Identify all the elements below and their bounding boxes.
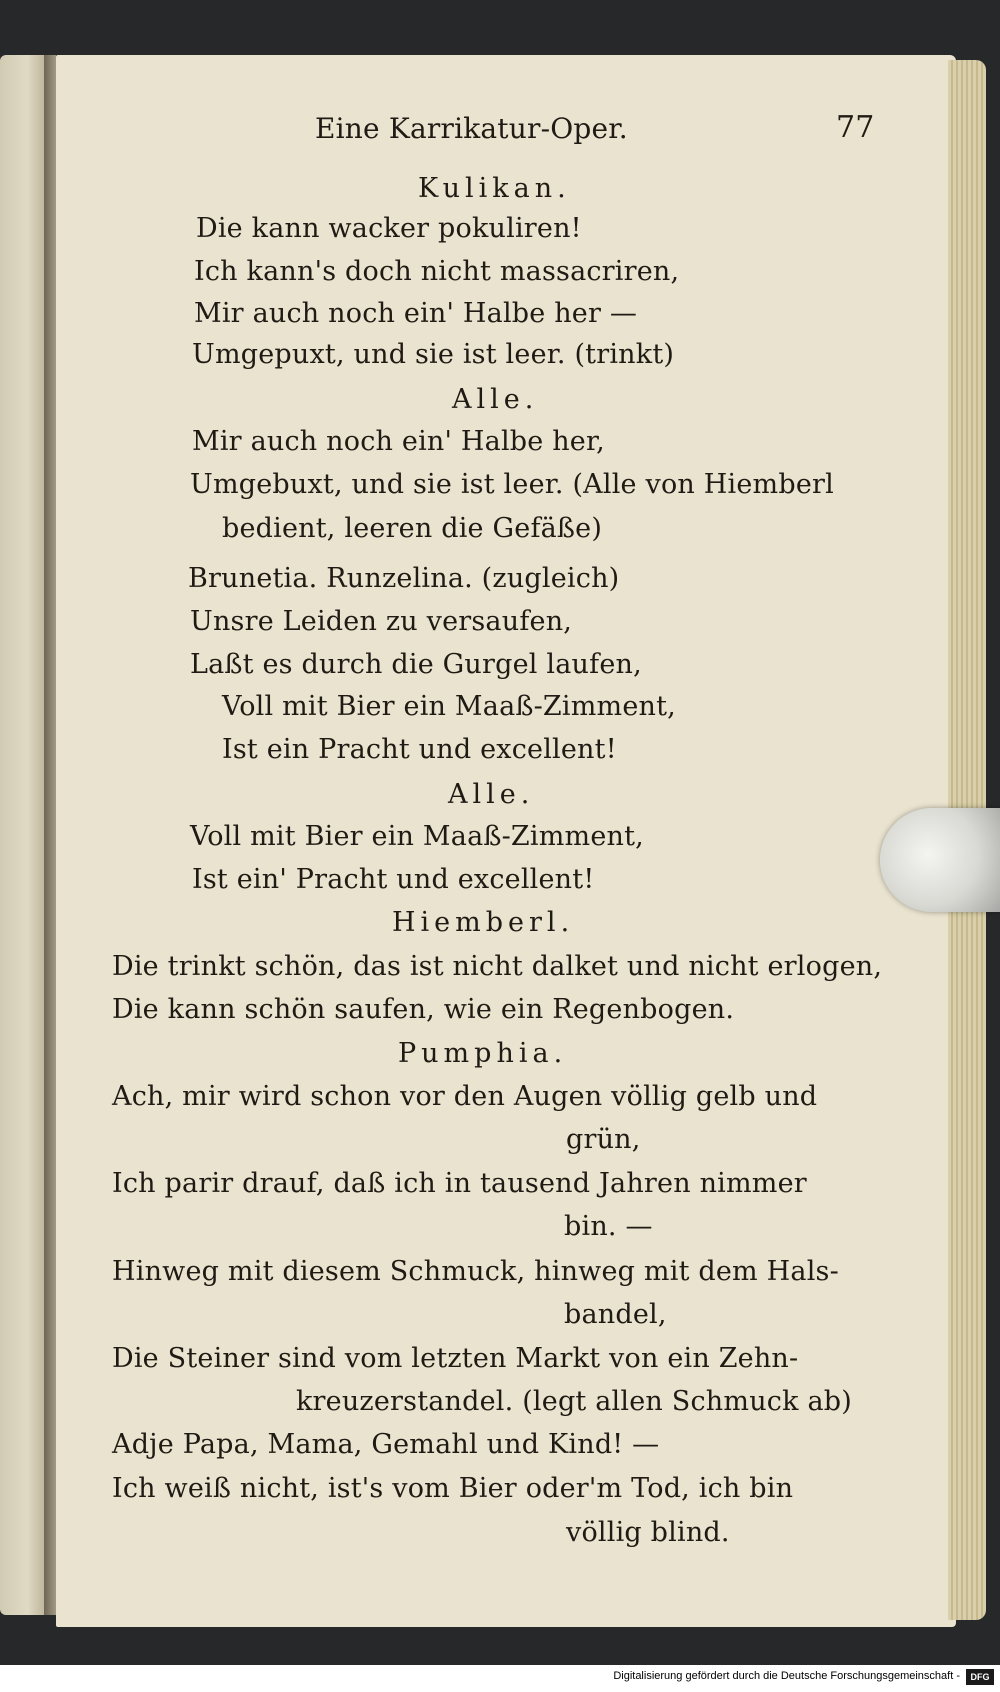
- verse-line-continuation: bandel,: [564, 1299, 667, 1330]
- verse-line: Ich kann's doch nicht massacriren,: [194, 256, 680, 287]
- verse-line: Die kann schön saufen, wie ein Regenbogen.: [112, 994, 735, 1025]
- verse-line: Die kann wacker pokuliren!: [196, 213, 582, 244]
- verse-line: Voll mit Bier ein Maaß-Zimment,: [190, 821, 644, 852]
- dfg-logo: DFG: [966, 1669, 994, 1685]
- speaker-name: Pumphia.: [398, 1038, 568, 1069]
- verse-line: Voll mit Bier ein Maaß-Zimment,: [222, 691, 676, 722]
- stage-direction: bedient, leeren die Gefäße): [222, 513, 603, 544]
- speaker-name: Brunetia. Runzelina. (zugleich): [188, 563, 620, 594]
- speaker-name: Kulikan.: [418, 173, 571, 204]
- verse-line: Mir auch noch ein' Halbe her,: [192, 426, 605, 457]
- speaker-name: Alle.: [448, 779, 535, 810]
- verse-line: Die Steiner sind vom letzten Markt von ein Zehn-: [112, 1343, 799, 1374]
- verse-line: Hinweg mit diesem Schmuck, hinweg mit dem Hals-: [112, 1256, 839, 1287]
- verse-line: Die trinkt schön, das ist nicht dalket und nicht erlogen,: [112, 951, 883, 982]
- footer-bar: [0, 1665, 1000, 1692]
- verse-line: Ich weiß nicht, ist's vom Bier oder'm Tod, ich bin: [112, 1473, 794, 1504]
- verse-line: Ich parir drauf, daß ich in tausend Jahren nimmer: [112, 1168, 807, 1199]
- running-title: Eine Karrikatur-Oper.: [315, 112, 628, 145]
- verse-line: Umgebuxt, und sie ist leer. (Alle von Hiemberl: [190, 469, 834, 500]
- verse-line-continuation: völlig blind.: [566, 1517, 730, 1548]
- verse-line: Laßt es durch die Gurgel laufen,: [190, 649, 642, 680]
- speaker-name: Alle.: [452, 384, 539, 415]
- verse-line: Ach, mir wird schon vor den Augen völlig gelb und: [112, 1081, 818, 1112]
- verse-line-continuation: grün,: [566, 1124, 641, 1155]
- verse-line-continuation: bin. —: [564, 1211, 653, 1242]
- verse-line: Adje Papa, Mama, Gemahl und Kind! —: [112, 1429, 660, 1460]
- verse-line: Umgepuxt, und sie ist leer. (trinkt): [192, 339, 675, 370]
- verse-line: Ist ein Pracht und excellent!: [222, 734, 617, 765]
- page-number: 77: [836, 110, 875, 145]
- verse-line: Unsre Leiden zu versaufen,: [190, 606, 573, 637]
- footer-credit: Digitalisierung gefördert durch die Deutsche Forschungsgemeinschaft -: [613, 1670, 960, 1682]
- stage-direction: kreuzerstandel. (legt allen Schmuck ab): [296, 1386, 852, 1417]
- speaker-name: Hiemberl.: [392, 907, 575, 938]
- verse-line: Ist ein' Pracht und excellent!: [192, 864, 595, 895]
- verse-line: Mir auch noch ein' Halbe her —: [194, 298, 638, 329]
